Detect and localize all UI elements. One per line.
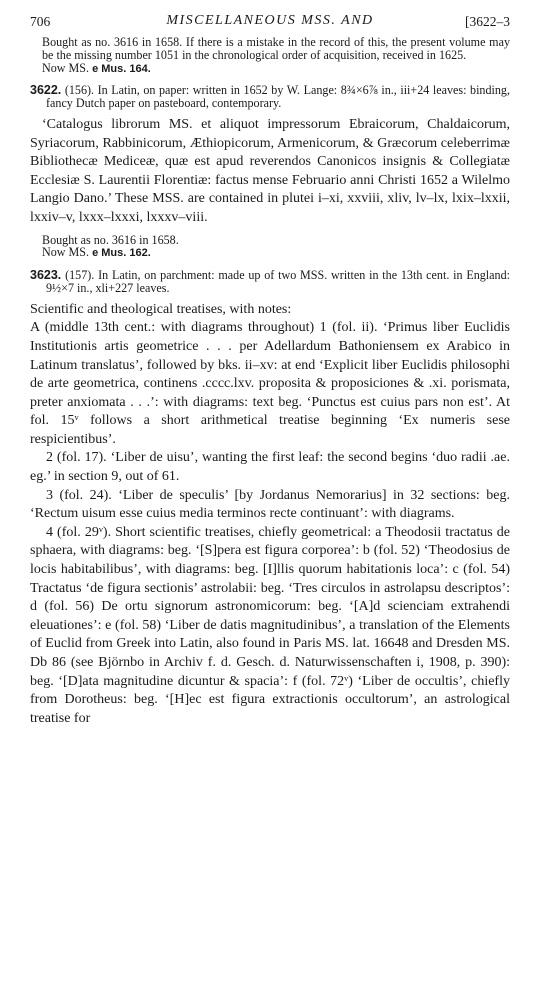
entry-paragraph: Scientific and theological treatises, with notes: — [30, 301, 292, 317]
previous-entry-note — [30, 36, 510, 75]
entry-description: (157). In Latin, on parchment: made up of two MSS. written in the 13th cent. in England: 9½×7 in., xli+227 leaves. — [46, 268, 510, 295]
entry-paragraph: 3 (fol. 24). ‘Liber de speculis’ [by Jordanus Nemorarius] in 32 sections: beg. ‘Rectum uisum esse cuius media terminos recte continuant’: with diagrams. — [30, 487, 510, 522]
page-header — [30, 0, 510, 36]
entry-3622-body — [30, 116, 510, 228]
previous-entry-shelfmark: Now MS. e Mus. 164. — [42, 60, 151, 75]
entry-3623-body — [30, 301, 510, 729]
entry-paragraph: 2 (fol. 17). ‘Liber de uisu’, wanting the first leaf: the second begins ‘duo radii .ae. eg.’ in section 9, out of 61. — [30, 450, 510, 485]
bought-note: Bought as no. 3616 in 1658. — [42, 232, 179, 247]
entry-3622-heading — [30, 84, 510, 110]
entry-description: (156). In Latin, on paper: written in 1652 by W. Lange: 8¾×6⅞ in., iii+24 leaves: binding, fancy Dutch paper on pasteboard, contemporary. — [46, 83, 510, 111]
entry-3622-note — [30, 234, 510, 261]
page-number: 706 — [30, 14, 51, 29]
entry-number: 3623. — [30, 268, 62, 283]
entry-range: [3622–3 — [465, 14, 510, 29]
entry-3623-heading — [30, 269, 510, 295]
entry-number: 3622. — [30, 83, 62, 98]
entry-paragraph: 4 (fol. 29ᵛ). Short scientific treatises, chiefly geometrical: a Theodosii tractatus de sphaera, with diagrams: beg. ‘[S]pera est figura corporea’: b (fol. 52) ‘Theodosius de locis habitabilibus’, with diagrams: beg. [I]llis quorum habitationis loca’: c (fol. 54) Tractatus ‘de figura sectionis’ astrolabii: beg. ‘Tres circulos in astrolapsu descriptos’: d (fol. 56) De ortu signorum astronomicorum: beg. ‘[A]d scienciam extrahendi eleuationes’: e (fol. 58) ‘Liber de datis magnitudinibus’, a translation of the Elements of Euclid from Greek into Latin, also found in Paris MS. lat. 16648 and Dresden MS. Db 86 (see Björnbo in Archiv f. d. Gesch. d. Naturwissenschaften i, 1908, p. 390): beg. ‘[D]ata magnitudine dicuntur & spacia’: f (fol. 72ᵛ) ‘Liber de occultis’, chiefly from Dorotheus: beg. ‘[H]ec est figura extractionis occultorum’, an astrological treatise for — [30, 524, 510, 726]
previous-entry-text: Bought as no. 3616 in 1658. If there is a mistake in the record of this, the present volume may be the missing number 1051 in the chronological order of acquisition, received in 1625. — [42, 35, 510, 62]
entry-paragraph: A (middle 13th cent.: with diagrams throughout) 1 (fol. ii). ‘Primus liber Euclidis Institutionis artis geometrice . . . per Adellardum Bathoniensem ex Arabico in Latinum translatus’, followed by bks. ii–xv: at end ‘Explicit liber Euclidis philosophi de arte geometrica, continens .cccc.lxv. proposita & proposiciones & .xi. porismata, preter anxiomata . . .’: with diagrams: text beg. ‘Punctus est cuius pars non est’. At fol. 15ᵛ follows a short arithmetical treatise beginning ‘Ex numeris sese respicientibus’. — [30, 320, 510, 447]
running-title: MISCELLANEOUS MSS. AND — [166, 13, 374, 28]
entry-paragraph: ‘Catalogus librorum MS. et aliquot impressorum Ebraicorum, Chaldaicorum, Syriacorum, Rabbinicorum, Æthiopicorum, Armenicorum, & Græcorum celeberrimæ Bibliothecæ Mediceæ, quæ est apud reverendos Canonicos insignis & Collegiatæ Ecclesiæ S. Laurentii Florentiæ: factus mense Februario anni Christi 1652 a Wilelmo Langio Dano.’ These MSS. are contained in plutei i–xi, xxviii, xliv, lv–lx, lxix–lxxii, lxxiv–v, lxxx–lxxxi, lxxxv–viii. — [30, 116, 510, 225]
shelfmark: Now MS. e Mus. 162. — [42, 245, 151, 260]
